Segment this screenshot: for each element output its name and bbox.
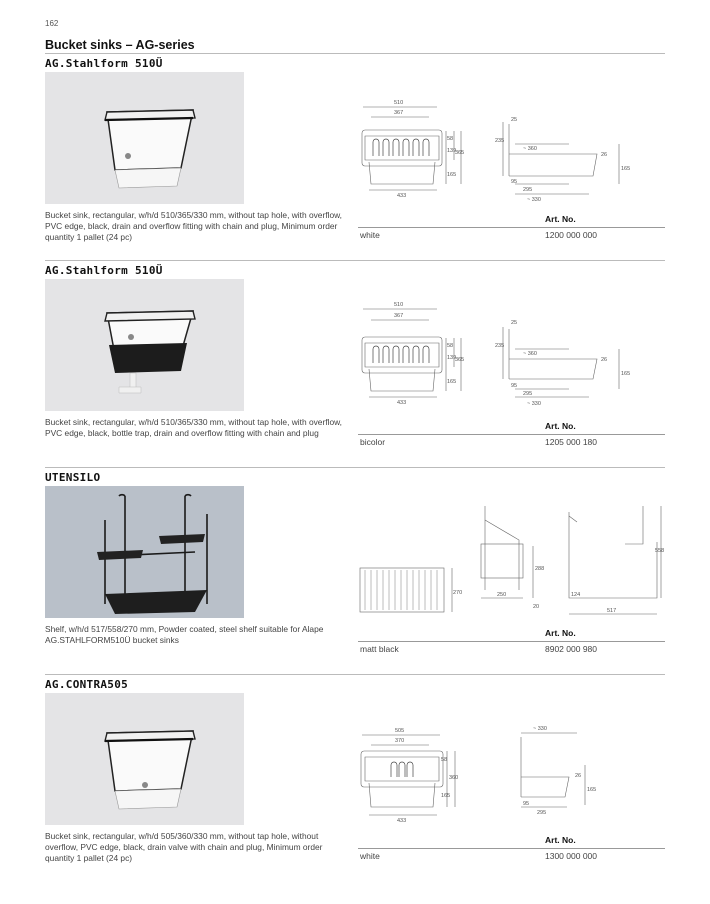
art-number: 8902 000 980 <box>545 644 597 654</box>
dim-95: 95 <box>511 179 518 185</box>
title-divider <box>45 53 665 54</box>
dim-inner-width: 370 <box>395 738 405 744</box>
product-description: Shelf, w/h/d 517/558/270 mm, Powder coated, steel shelf suitable for Alape AG.STAHLFORM510Ü bucket sinks <box>45 624 324 645</box>
dim-inner-width: 367 <box>394 313 404 319</box>
dim-rim: 58 <box>447 136 454 142</box>
page-title: Bucket sinks – AG-series <box>45 38 195 52</box>
technical-drawing <box>357 486 665 618</box>
dim-height: 360 <box>449 775 459 781</box>
dim-165: 165 <box>441 793 451 799</box>
product-description: Bucket sink, rectangular, w/h/d 510/365/330 mm, without tap hole, with overflow, PVC edge, black, bottle trap, drain and overflow fitting with chain and plug <box>45 417 343 438</box>
dim-270: 270 <box>453 590 463 596</box>
dim-inner-width: 367 <box>394 110 404 116</box>
dim-95: 95 <box>511 383 518 389</box>
dim-360: ~ 360 <box>523 146 537 152</box>
product-section-1 <box>45 57 665 257</box>
page-number: 162 <box>45 19 59 28</box>
technical-drawing <box>357 279 665 411</box>
technical-drawing <box>357 72 665 204</box>
dim-330: ~ 330 <box>527 197 541 203</box>
product-section-4 <box>45 678 665 878</box>
product-section-3 <box>45 471 665 671</box>
dim-width: 505 <box>395 728 405 734</box>
dim-295: 295 <box>523 187 533 193</box>
dim-295: 295 <box>537 810 547 816</box>
product-photo <box>45 693 244 825</box>
dim-139: 139 <box>447 148 457 154</box>
dim-517: 517 <box>607 608 617 614</box>
art-row-divider <box>358 848 665 849</box>
dim-330: ~ 330 <box>527 401 541 407</box>
dim-20: 20 <box>533 604 540 610</box>
dim-26: 26 <box>601 357 608 363</box>
dim-360: ~ 360 <box>523 351 537 357</box>
dim-25: 25 <box>511 320 518 326</box>
dim-95: 95 <box>523 801 530 807</box>
dim-26: 26 <box>575 773 582 779</box>
dim-235: 235 <box>495 343 505 349</box>
product-description: Bucket sink, rectangular, w/h/d 505/360/330 mm, without tap hole, without overflow, PVC edge, black, drain valve with chain and plug, Minimum order quantity 1 pallet (24 pc) <box>45 831 323 863</box>
product-description: Bucket sink, rectangular, w/h/d 510/365/330 mm, without tap hole, with overflow, PVC edge, black, drain and overflow fitting with chain and plug, Minimum order quantity 1 pallet (24 pc) <box>45 210 343 242</box>
dim-width: 510 <box>394 100 404 106</box>
dim-rim: 58 <box>447 343 454 349</box>
variant: white <box>360 230 380 240</box>
dim-288: 288 <box>535 566 545 572</box>
art-number: 1200 000 000 <box>545 230 597 240</box>
dim-139: 139 <box>447 355 457 361</box>
dim-base: 433 <box>397 400 407 406</box>
dim-124: 124 <box>571 592 581 598</box>
dim-base: 433 <box>397 193 407 199</box>
dim-165-side: 165 <box>621 371 631 377</box>
section-divider <box>45 467 665 468</box>
variant: white <box>360 851 380 861</box>
dim-165-side: 165 <box>587 787 597 793</box>
dim-25: 25 <box>511 117 518 123</box>
art-number: 1205 000 180 <box>545 437 597 447</box>
art-row-divider <box>358 641 665 642</box>
dim-250: 250 <box>497 592 507 598</box>
section-divider <box>45 260 665 261</box>
product-title: AG.Stahlform 510Ü <box>45 57 163 70</box>
dim-235: 235 <box>495 138 505 144</box>
art-no-label: Art. No. <box>545 628 576 638</box>
art-no-label: Art. No. <box>545 835 576 845</box>
product-photo <box>45 279 244 411</box>
product-section-2 <box>45 264 665 464</box>
product-photo <box>45 72 244 204</box>
section-divider <box>45 674 665 675</box>
dim-330: ~ 330 <box>533 726 547 732</box>
product-title: AG.Stahlform 510Ü <box>45 264 163 277</box>
technical-drawing <box>357 693 665 825</box>
product-title: UTENSILO <box>45 471 101 484</box>
dim-height: 365 <box>455 357 465 363</box>
dim-base: 433 <box>397 818 407 824</box>
dim-width: 510 <box>394 302 404 308</box>
product-photo <box>45 486 244 618</box>
art-row-divider <box>358 434 665 435</box>
dim-rim: 58 <box>441 757 448 763</box>
art-row-divider <box>358 227 665 228</box>
art-number: 1300 000 000 <box>545 851 597 861</box>
dim-height: 365 <box>455 150 465 156</box>
variant: bicolor <box>360 437 386 447</box>
dim-165: 165 <box>447 379 457 385</box>
dim-26: 26 <box>601 152 608 158</box>
dim-165: 165 <box>447 172 457 178</box>
product-title: AG.CONTRA505 <box>45 678 129 691</box>
art-no-label: Art. No. <box>545 214 576 224</box>
art-no-label: Art. No. <box>545 421 576 431</box>
dim-295: 295 <box>523 391 533 397</box>
variant: matt black <box>360 644 399 654</box>
dim-165-side: 165 <box>621 166 631 172</box>
dim-558: 558 <box>655 548 665 554</box>
